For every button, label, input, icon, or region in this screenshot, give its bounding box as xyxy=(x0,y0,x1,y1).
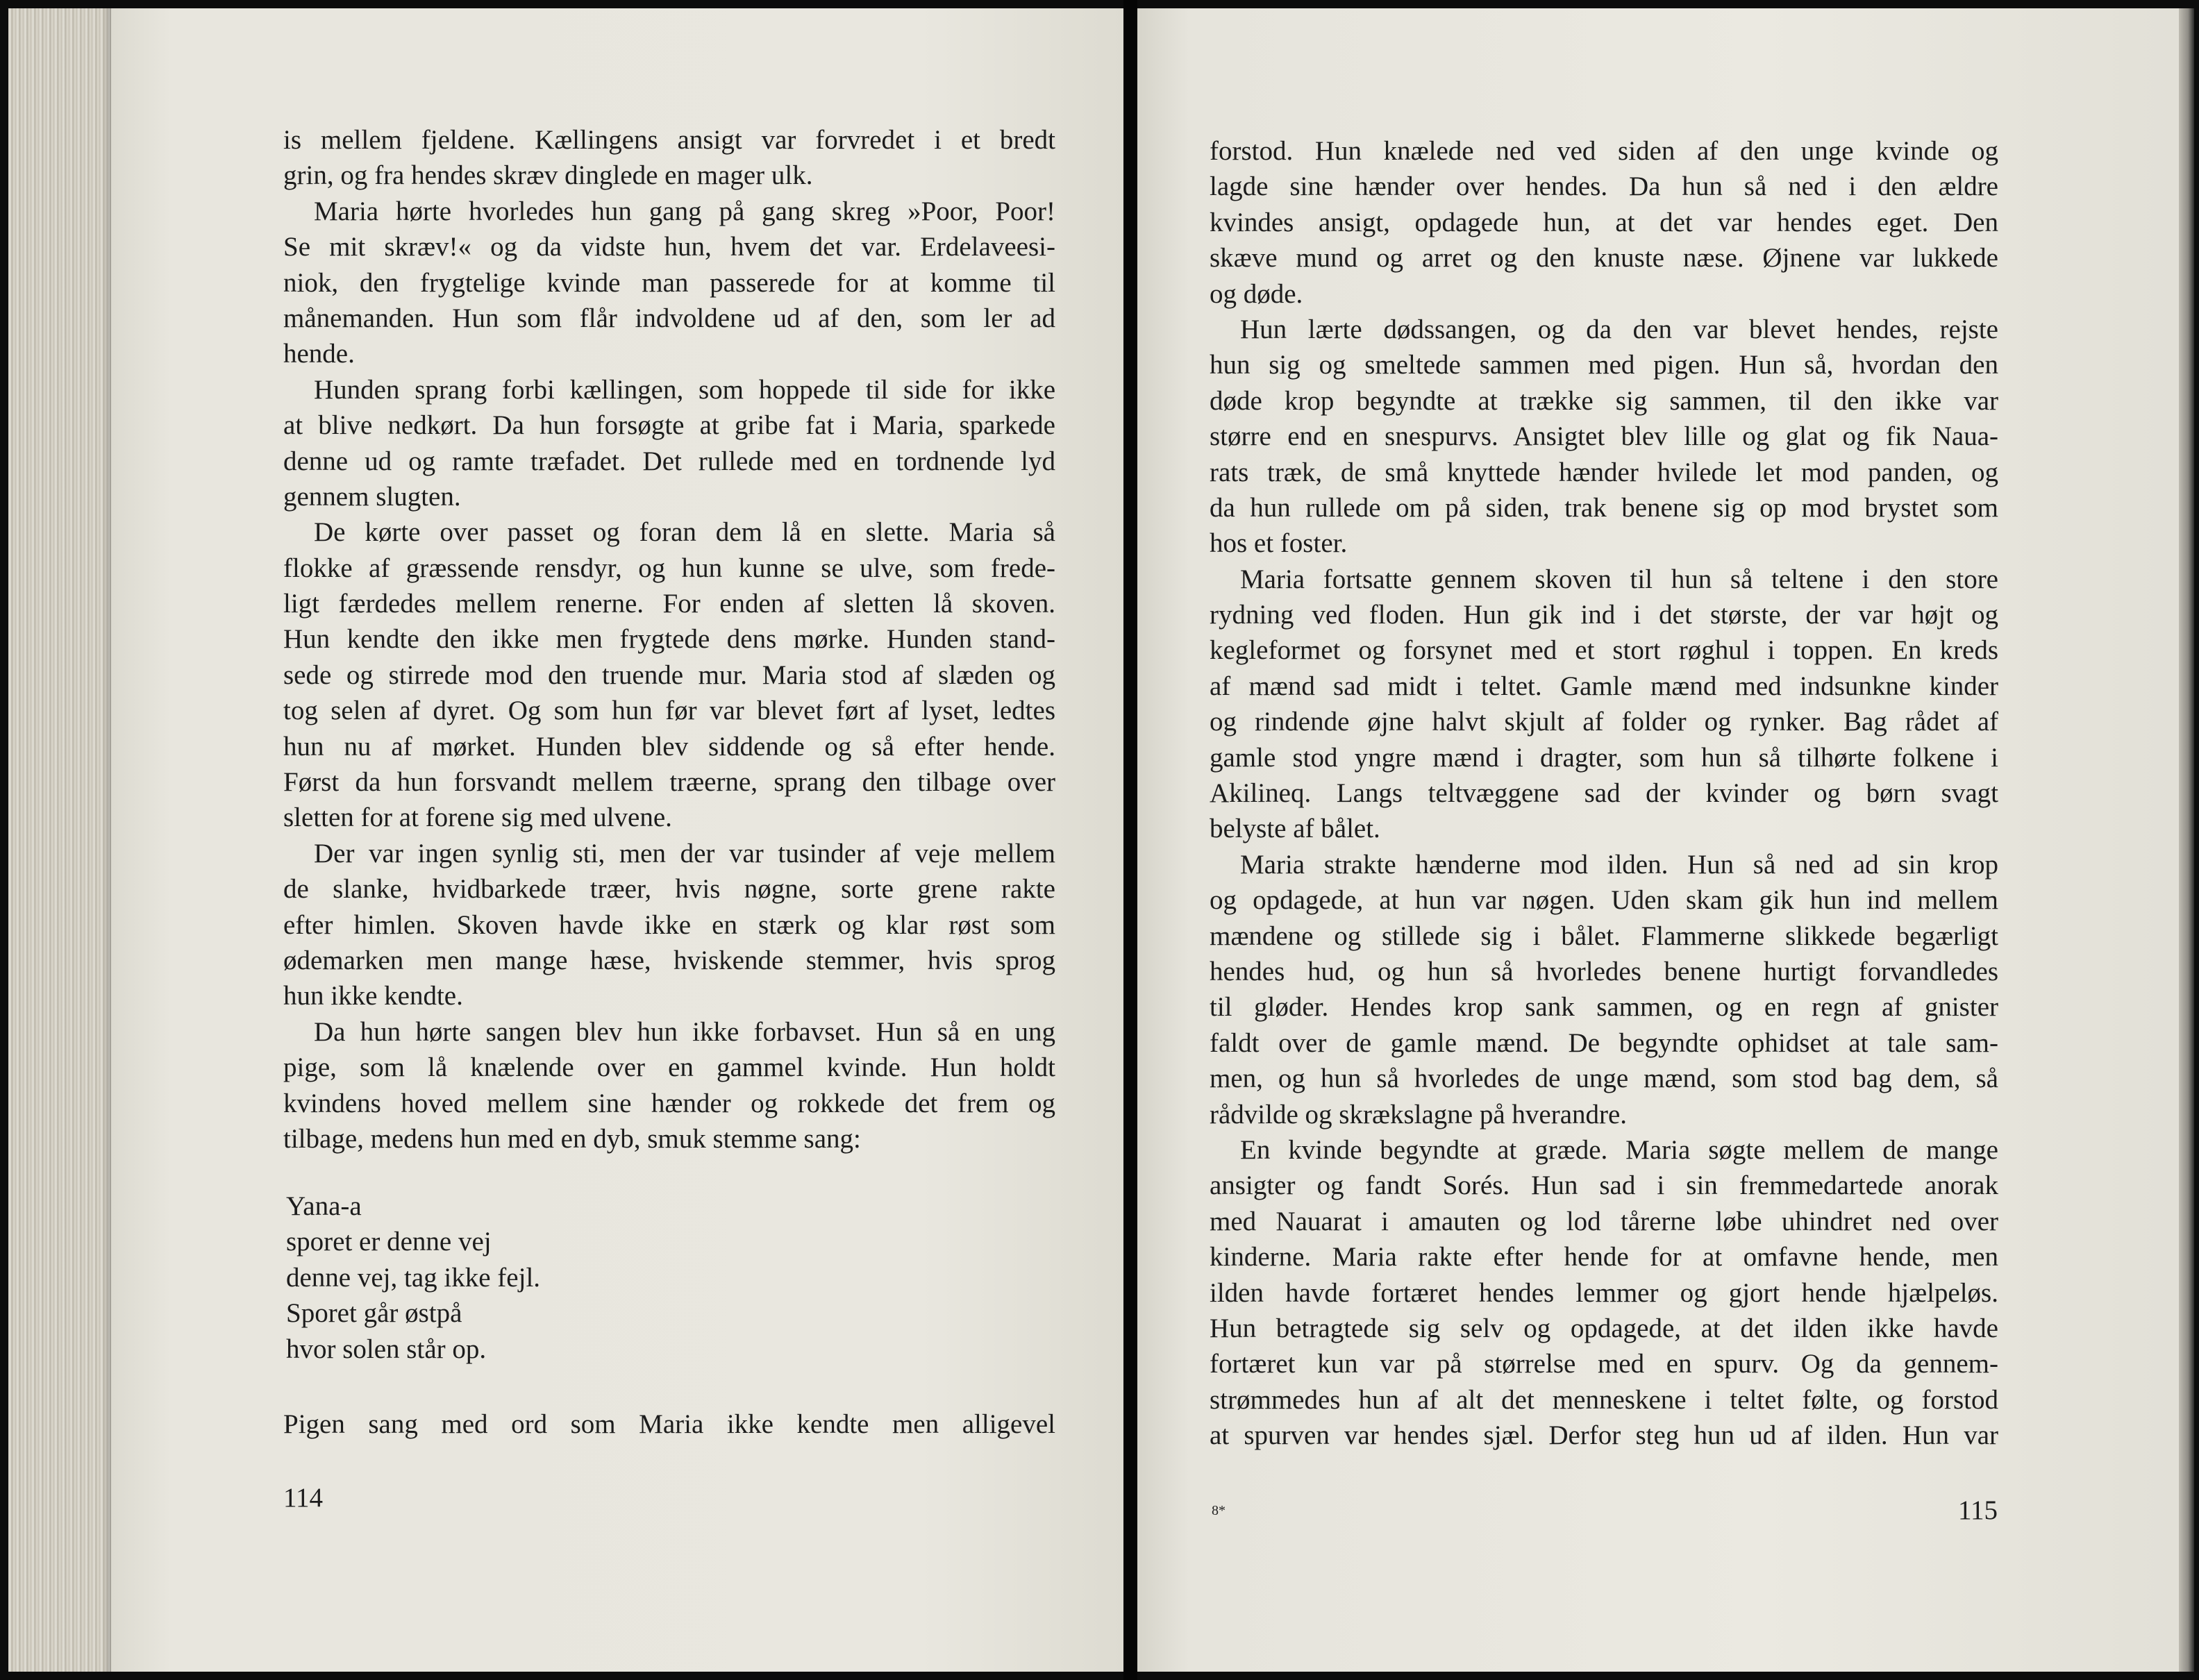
text-line: sletten for at forene sig med ulvene. xyxy=(283,803,672,833)
text-line: at spurven var hendes sjæl. Derfor steg hun ud af ilden. Hun var xyxy=(1210,1420,1998,1451)
text-line: hun sig og smeltede sammen med pigen. Hun så, hvordan den xyxy=(1210,350,1998,380)
poem-line: denne vej, tag ikke fejl. xyxy=(286,1262,541,1293)
text-line: rydning ved floden. Hun gik ind i det største, der var højt og xyxy=(1210,600,1998,630)
left-page-text xyxy=(283,122,1055,1157)
signature-mark: 8* xyxy=(1212,1503,1226,1518)
text-line: De kørte over passet og foran dem lå en slette. Maria så xyxy=(314,517,1055,548)
text-line: Akilineq. Langs teltvæggene sad der kvinder og børn svagt xyxy=(1210,778,1998,809)
book-gutter xyxy=(1123,0,1137,1680)
text-line: tilbage, medens hun med en dyb, smuk stemme sang: xyxy=(283,1123,861,1154)
text-line: hende. xyxy=(283,339,355,369)
text-line: pige, som lå knælende over en gammel kvinde. Hun holdt xyxy=(283,1052,1055,1083)
poem-line: hvor solen står op. xyxy=(286,1334,487,1364)
text-line: faldt over de gamle mænd. De begyndte ophidset at tale sam- xyxy=(1210,1027,1998,1058)
page-number-left: 114 xyxy=(283,1483,324,1513)
text-line: gamle stod yngre mænd i dragter, som hun så tilhørte folkene i xyxy=(1210,742,1998,773)
text-line: Hunden sprang forbi kællingen, som hoppede til side for ikke xyxy=(314,374,1055,405)
right-page-text xyxy=(1210,133,1998,1453)
text-line: mændene og stillede sig i bålet. Flammerne slikkede begærligt xyxy=(1210,921,1998,951)
text-line: de slanke, hvidbarkede træer, hvis nøgne, sorte grene rakte xyxy=(283,874,1055,905)
poem-stanza xyxy=(286,1188,842,1367)
left-page-closing-line: Pigen sang med ord som Maria ikke kendte men alligevel xyxy=(283,1409,1055,1439)
text-line: ødemarken men mange hæse, hviskende stemmer, hvis sprog xyxy=(283,945,1055,975)
text-line: flokke af græssende rensdyr, og hun kunne se ulve, som frede- xyxy=(283,553,1055,583)
text-line: strømmedes hun af alt det menneskene i teltet følte, og forstod xyxy=(1210,1384,1998,1415)
text-line: Hun lærte dødssangen, og da den var blevet hendes, rejste xyxy=(1240,314,1998,344)
text-line: forstod. Hun knælede ned ved siden af den unge kvinde og xyxy=(1210,136,1998,166)
text-line: Maria fortsatte gennem skoven til hun så teltene i den store xyxy=(1240,564,1998,594)
text-line: grin, og fra hendes skræv dinglede en mager ulk. xyxy=(283,160,813,191)
text-line: af mænd sad midt i teltet. Gamle mænd med indsunkne kinder xyxy=(1210,671,1998,701)
text-line: at blive nedkørt. Da hun forsøgte at gribe fat i Maria, sparkede xyxy=(283,410,1055,441)
text-line: og rindende øjne halvt skjult af folder og rynker. Bag rådet af xyxy=(1210,707,1998,737)
text-line: med Nauarat i amauten og lod tårerne løbe uhindret ned over xyxy=(1210,1206,1998,1236)
text-line: månemanden. Hun som flår indvoldene ud af den, som ler ad xyxy=(283,303,1055,333)
poem-line: Sporet går østpå xyxy=(286,1298,462,1329)
text-line: gennem slugten. xyxy=(283,481,461,512)
text-line: kvindens hoved mellem sine hænder og rokkede det frem og xyxy=(283,1088,1055,1118)
text-line: tog selen af dyret. Og som hun før var blevet ført af lyset, ledtes xyxy=(283,696,1055,726)
text-line: lagde sine hænder over hendes. Da hun så ned i den ældre xyxy=(1210,171,1998,202)
text-line: Maria strakte hænderne mod ilden. Hun så ned ad sin krop xyxy=(1240,849,1998,880)
text-line: En kvinde begyndte at græde. Maria søgte mellem de mange xyxy=(1240,1134,1998,1165)
text-line: ilden havde fortæret hendes lemmer og gjort hende hjælpeløs. xyxy=(1210,1277,1998,1308)
text-line: Der var ingen synlig sti, men der var tusinder af veje mellem xyxy=(314,838,1055,868)
text-line: hendes hud, og hun så hvorledes benene hurtigt forvandledes xyxy=(1210,956,1998,986)
text-line: belyste af bålet. xyxy=(1210,814,1380,844)
text-line: Se mit skræv!« og da vidste hun, hvem det var. Erdelaveesi- xyxy=(283,232,1055,262)
text-line: og opdagede, at hun var nøgen. Uden skam gik hun ind mellem xyxy=(1210,885,1998,916)
page-edge-stack xyxy=(8,8,112,1672)
text-line: men, og hun så hvorledes de unge mænd, som stod bag dem, så xyxy=(1210,1064,1998,1094)
text-line: niok, den frygtelige kvinde man passerede for at komme til xyxy=(283,267,1055,298)
text-line: døde krop begyndte at trække sig sammen, til den ikke var xyxy=(1210,385,1998,416)
text-line: denne ud og ramte træfadet. Det rullede med en tordnende lyd xyxy=(283,446,1055,476)
text-line: da hun rullede om på siden, trak benene sig op mod brystet som xyxy=(1210,492,1998,523)
text-line: kvindes ansigt, opdagede hun, at det var hendes eget. Den xyxy=(1210,207,1998,237)
text-line: hun ikke kendte. xyxy=(283,981,463,1011)
text-line: sede og stirrede mod den truende mur. Maria stod af slæden og xyxy=(283,660,1055,690)
text-line: ligt færdedes mellem renerne. For enden af sletten lå skoven. xyxy=(283,589,1055,619)
page-number-right: 115 xyxy=(1958,1495,1998,1525)
text-line: hos et foster. xyxy=(1210,528,1348,559)
text-line: fortæret kun var på størrelse med en spurv. Og da gennem- xyxy=(1210,1349,1998,1379)
text-line: rats træk, de små knyttede hænder hvilede let mod panden, og xyxy=(1210,457,1998,487)
text-line: Da hun hørte sangen blev hun ikke forbavset. Hun så en ung xyxy=(314,1016,1055,1047)
text-line: Først da hun forsvandt mellem træerne, sprang den tilbage over xyxy=(283,767,1055,798)
text-line: ansigter og fandt Sorés. Hun sad i sin fremmedartede anorak xyxy=(1210,1170,1998,1201)
text-line: efter himlen. Skoven havde ikke en stærk og klar røst som xyxy=(283,909,1055,940)
text-line: rådvilde og skrækslagne på hverandre. xyxy=(1210,1099,1628,1129)
text-line: Maria hørte hvorledes hun gang på gang skreg »Poor, Poor! xyxy=(314,196,1055,226)
text-line: kegleformet og forsynet med et stort røghul i toppen. En kreds xyxy=(1210,635,1998,666)
poem-line: sporet er denne vej xyxy=(286,1227,492,1257)
text-line: større end en snespurvs. Ansigtet blev lille og glat og fik Naua- xyxy=(1210,421,1998,452)
text-line: og døde. xyxy=(1210,278,1303,309)
text-line: is mellem fjeldene. Kællingens ansigt var forvredet i et bredt xyxy=(283,125,1055,155)
text-line: til gløder. Hendes krop sank sammen, og en regn af gnister xyxy=(1210,992,1998,1023)
poem-line: Yana-a xyxy=(286,1191,362,1221)
text-line: hun nu af mørket. Hunden blev siddende og så efter hende. xyxy=(283,731,1055,762)
text-line: kinderne. Maria rakte efter hende for at omfavne hende, men xyxy=(1210,1242,1998,1272)
text-line: skæve mund og arret og den knuste næse. Øjnene var lukkede xyxy=(1210,243,1998,274)
text-line: Hun betragtede sig selv og opdagede, at det ilden ikke havde xyxy=(1210,1313,1998,1343)
right-page-edge xyxy=(2179,8,2194,1672)
text-line: Hun kendte den ikke men frygtede dens mørke. Hunden stand- xyxy=(283,624,1055,655)
